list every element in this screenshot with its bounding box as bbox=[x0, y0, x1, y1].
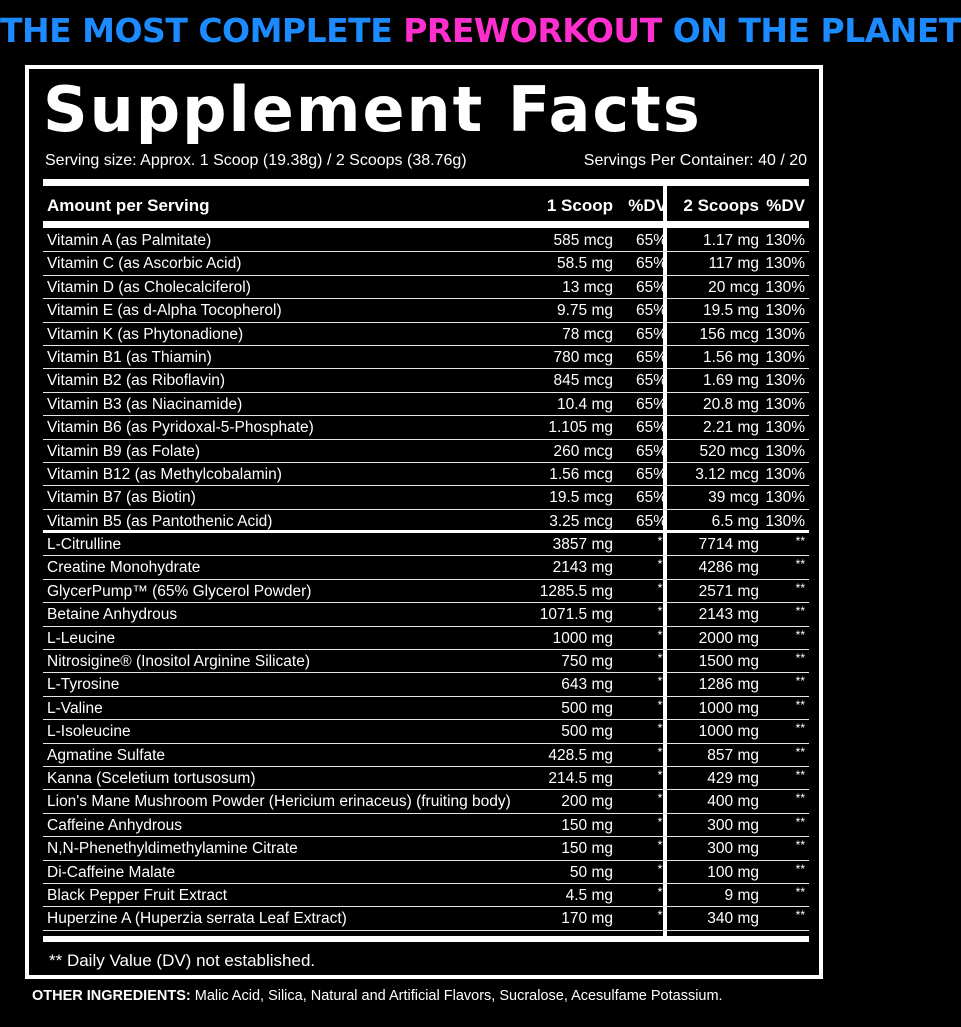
row-scoop1: 1.105 mg bbox=[548, 419, 613, 437]
row-scoop2: 300 mg bbox=[707, 840, 759, 858]
row-name: Vitamin B3 (as Niacinamide) bbox=[47, 395, 243, 413]
row-dv2: ** bbox=[795, 744, 805, 759]
row-scoop1: 585 mcg bbox=[553, 232, 613, 249]
row-name: Huperzine A (Huperzia serrata Leaf Extract) bbox=[47, 910, 347, 928]
ingredient-row bbox=[43, 907, 809, 930]
vitamin-row bbox=[43, 299, 809, 322]
row-scoop1: 78 mcg bbox=[562, 325, 613, 343]
row-scoop1: 780 mcg bbox=[553, 348, 613, 366]
row-scoop1: 1071.5 mg bbox=[539, 606, 613, 624]
row-dv2: ** bbox=[795, 534, 805, 549]
row-name: Vitamin D (as Cholecalciferol) bbox=[47, 278, 251, 296]
ingredient-row bbox=[43, 884, 809, 907]
row-dv2: 130% bbox=[765, 419, 805, 437]
supplement-facts-panel bbox=[25, 65, 823, 979]
ingredient-row bbox=[43, 603, 809, 626]
row-scoop2: 2143 mg bbox=[698, 606, 759, 624]
row-name: GlycerPump™ (65% Glycerol Powder) bbox=[47, 582, 312, 600]
ingredient-row bbox=[43, 673, 809, 696]
header-amount: Amount per Serving bbox=[47, 196, 210, 215]
row-dv1: 65% bbox=[635, 395, 667, 413]
row-name: L-Tyrosine bbox=[47, 676, 120, 694]
row-dv1: 65% bbox=[635, 325, 667, 343]
row-name: Black Pepper Fruit Extract bbox=[47, 886, 228, 904]
row-dv1: ** bbox=[657, 721, 667, 736]
row-name: Di-Caffeine Malate bbox=[47, 863, 176, 881]
row-dv1: ** bbox=[657, 908, 667, 923]
row-dv1: 65% bbox=[635, 232, 667, 249]
row-scoop1: 150 mg bbox=[561, 840, 613, 858]
ingredient-row bbox=[43, 650, 809, 673]
row-dv1: ** bbox=[657, 627, 667, 642]
row-scoop2: 340 mg bbox=[707, 910, 759, 928]
row-dv2: ** bbox=[795, 721, 805, 736]
row-dv1: 65% bbox=[635, 278, 667, 296]
row-scoop2: 117 mg bbox=[708, 255, 759, 273]
row-dv1: ** bbox=[657, 557, 667, 572]
row-name: Lion's Mane Mushroom Powder (Hericium erinaceus) (fruiting body) bbox=[47, 793, 511, 811]
row-dv1: ** bbox=[657, 884, 667, 899]
row-name: L-Leucine bbox=[47, 629, 116, 647]
row-name: Vitamin K (as Phytonadione) bbox=[47, 325, 244, 343]
row-name: Agmatine Sulfate bbox=[47, 746, 166, 764]
row-dv1: 65% bbox=[635, 255, 667, 273]
row-dv2: ** bbox=[795, 908, 805, 923]
ingredient-row bbox=[43, 627, 809, 650]
row-dv1: 65% bbox=[635, 442, 667, 460]
row-dv1: ** bbox=[657, 580, 667, 595]
row-scoop1: 10.4 mg bbox=[556, 395, 613, 413]
header-dv2: %DV bbox=[766, 196, 805, 215]
row-dv2: 130% bbox=[765, 325, 805, 343]
row-dv2: 130% bbox=[765, 442, 805, 460]
row-name: Caffeine Anhydrous bbox=[47, 816, 183, 834]
row-scoop2: 1286 mg bbox=[698, 676, 759, 694]
row-dv2: 130% bbox=[765, 302, 805, 320]
row-dv1: ** bbox=[657, 534, 667, 549]
vitamin-row bbox=[43, 369, 809, 392]
row-dv2: ** bbox=[795, 791, 805, 806]
row-scoop2: 20.8 mg bbox=[702, 395, 759, 413]
ingredient-row bbox=[43, 697, 809, 720]
row-scoop2: 400 mg bbox=[707, 793, 759, 811]
row-scoop2: 9 mg bbox=[724, 886, 759, 904]
header-scoop1: 1 Scoop bbox=[546, 196, 613, 215]
row-dv1: ** bbox=[657, 861, 667, 876]
row-scoop1: 58.5 mg bbox=[556, 255, 613, 273]
row-name: Vitamin B6 (as Pyridoxal-5-Phosphate) bbox=[47, 419, 314, 437]
row-scoop1: 4.5 mg bbox=[565, 886, 613, 904]
headline-part-1: THE MOST COMPLETE bbox=[0, 11, 393, 50]
ingredient-row bbox=[43, 533, 809, 556]
row-scoop2: 1.56 mg bbox=[702, 348, 759, 366]
row-dv2: ** bbox=[795, 674, 805, 689]
row-dv2: ** bbox=[795, 627, 805, 642]
row-scoop1: 50 mg bbox=[569, 863, 613, 881]
row-dv1: 65% bbox=[635, 489, 667, 507]
row-dv1: ** bbox=[657, 814, 667, 829]
vitamin-row bbox=[43, 416, 809, 439]
ingredient-row bbox=[43, 767, 809, 790]
row-scoop1: 9.75 mg bbox=[556, 302, 613, 320]
row-scoop2: 19.5 mg bbox=[702, 302, 759, 320]
row-dv1: ** bbox=[657, 744, 667, 759]
other-ingredients bbox=[32, 985, 723, 1007]
ingredient-row bbox=[43, 837, 809, 860]
row-scoop2: 857 mg bbox=[707, 746, 759, 764]
row-name: Kanna (Sceletium tortusosum) bbox=[47, 769, 256, 787]
row-scoop1: 200 mg bbox=[561, 793, 613, 811]
row-dv1: ** bbox=[657, 791, 667, 806]
header-scoop2: 2 Scoops bbox=[683, 196, 759, 215]
row-scoop2: 20 mcg bbox=[708, 278, 759, 296]
row-dv2: ** bbox=[795, 697, 805, 712]
row-name: Vitamin B1 (as Thiamin) bbox=[47, 348, 212, 366]
ingredient-row bbox=[43, 861, 809, 884]
row-dv2: 130% bbox=[765, 512, 805, 530]
row-name: Nitrosigine® (Inositol Arginine Silicate) bbox=[47, 653, 310, 671]
row-dv1: 65% bbox=[635, 348, 667, 366]
row-scoop2: 2.21 mg bbox=[702, 419, 759, 437]
row-scoop1: 2143 mg bbox=[552, 559, 613, 577]
row-dv1: ** bbox=[657, 604, 667, 619]
row-dv2: 130% bbox=[765, 255, 805, 273]
row-scoop2: 39 mcg bbox=[708, 489, 759, 507]
row-scoop1: 260 mcg bbox=[553, 442, 613, 460]
row-scoop2: 1000 mg bbox=[698, 723, 759, 741]
vitamin-row bbox=[43, 229, 809, 252]
vitamin-row bbox=[43, 393, 809, 416]
row-name: N,N-Phenethyldimethylamine Citrate bbox=[47, 840, 298, 858]
row-dv1: 65% bbox=[635, 372, 667, 390]
row-name: L-Isoleucine bbox=[47, 723, 131, 741]
bottom-thick-rule bbox=[43, 936, 809, 942]
vitamin-row bbox=[43, 346, 809, 369]
row-dv2: ** bbox=[795, 884, 805, 899]
vitamin-row bbox=[43, 440, 809, 463]
row-dv1: ** bbox=[657, 674, 667, 689]
vitamin-row bbox=[43, 252, 809, 275]
vitamin-row bbox=[43, 486, 809, 509]
row-dv1: 65% bbox=[635, 302, 667, 320]
row-dv2: 130% bbox=[765, 348, 805, 366]
row-name: Vitamin C (as Ascorbic Acid) bbox=[47, 255, 242, 273]
row-dv2: 130% bbox=[765, 465, 805, 483]
row-scoop1: 150 mg bbox=[561, 816, 613, 834]
row-scoop2: 1.17 mg bbox=[702, 232, 759, 249]
row-name: Vitamin B2 (as Riboflavin) bbox=[47, 372, 226, 390]
row-dv2: ** bbox=[795, 651, 805, 666]
row-dv2: ** bbox=[795, 767, 805, 782]
row-name: Vitamin A (as Palmitate) bbox=[47, 232, 212, 249]
ingredient-row bbox=[43, 814, 809, 837]
row-scoop2: 7714 mg bbox=[698, 536, 759, 554]
row-name: L-Valine bbox=[47, 699, 103, 717]
row-scoop1: 1000 mg bbox=[552, 629, 613, 647]
row-scoop2: 156 mcg bbox=[699, 325, 759, 343]
row-scoop1: 643 mg bbox=[561, 676, 613, 694]
row-scoop2: 1500 mg bbox=[698, 653, 759, 671]
row-name: Vitamin E (as d-Alpha Tocopherol) bbox=[47, 302, 282, 320]
top-thick-rule bbox=[43, 179, 809, 186]
header-thick-rule bbox=[43, 221, 809, 228]
row-dv2: ** bbox=[795, 557, 805, 572]
row-dv1: 65% bbox=[635, 419, 667, 437]
row-name: Vitamin B9 (as Folate) bbox=[47, 442, 201, 460]
row-scoop1: 428.5 mg bbox=[548, 746, 613, 764]
row-scoop2: 100 mg bbox=[707, 863, 759, 881]
row-dv1: ** bbox=[657, 838, 667, 853]
row-scoop1: 3.25 mcg bbox=[549, 512, 613, 530]
header-dv1: %DV bbox=[628, 196, 667, 215]
row-dv2: 130% bbox=[765, 372, 805, 390]
row-scoop1: 1.56 mcg bbox=[549, 465, 613, 483]
row-dv2: ** bbox=[795, 580, 805, 595]
row-dv2: 130% bbox=[765, 232, 805, 249]
row-scoop1: 19.5 mcg bbox=[549, 489, 613, 507]
vitamin-row bbox=[43, 276, 809, 299]
ingredient-row bbox=[43, 790, 809, 813]
vitamin-row bbox=[43, 510, 809, 533]
row-scoop2: 2571 mg bbox=[698, 582, 759, 600]
servings-per-container: Servings Per Container: 40 / 20 bbox=[583, 152, 807, 169]
vitamin-row bbox=[43, 323, 809, 346]
row-scoop1: 1285.5 mg bbox=[539, 582, 613, 600]
row-scoop2: 6.5 mg bbox=[711, 512, 759, 530]
row-scoop1: 500 mg bbox=[561, 699, 613, 717]
row-name: Vitamin B12 (as Methylcobalamin) bbox=[47, 465, 282, 483]
row-scoop2: 300 mg bbox=[707, 816, 759, 834]
row-dv2: ** bbox=[795, 604, 805, 619]
row-name: Betaine Anhydrous bbox=[47, 606, 178, 624]
other-ingredients-label: OTHER INGREDIENTS: bbox=[32, 988, 191, 1004]
headline bbox=[0, 2, 961, 60]
row-dv1: 65% bbox=[635, 465, 667, 483]
row-scoop2: 520 mcg bbox=[699, 442, 759, 460]
ingredient-row bbox=[43, 720, 809, 743]
row-dv1: ** bbox=[657, 767, 667, 782]
row-scoop2: 1.69 mg bbox=[702, 372, 759, 390]
row-scoop1: 845 mcg bbox=[553, 372, 613, 390]
row-scoop2: 429 mg bbox=[707, 769, 759, 787]
row-scoop1: 3857 mg bbox=[552, 536, 613, 554]
row-scoop1: 750 mg bbox=[561, 653, 613, 671]
row-scoop1: 13 mcg bbox=[562, 278, 613, 296]
row-dv1: ** bbox=[657, 697, 667, 712]
row-scoop1: 214.5 mg bbox=[548, 769, 613, 787]
row-scoop1: 500 mg bbox=[561, 723, 613, 741]
row-dv2: ** bbox=[795, 814, 805, 829]
ingredient-row bbox=[43, 744, 809, 767]
row-name: Vitamin B5 (as Pantothenic Acid) bbox=[47, 512, 273, 530]
row-name: Creatine Monohydrate bbox=[47, 559, 201, 577]
row-dv1: ** bbox=[657, 651, 667, 666]
row-scoop2: 3.12 mcg bbox=[695, 465, 759, 483]
row-dv2: 130% bbox=[765, 395, 805, 413]
row-name: L-Citrulline bbox=[47, 536, 122, 554]
row-scoop2: 1000 mg bbox=[698, 699, 759, 717]
panel-title: Supplement Facts bbox=[43, 73, 702, 146]
headline-part-2: PREWORKOUT bbox=[403, 11, 662, 50]
serving-info bbox=[45, 149, 807, 173]
row-scoop1: 170 mg bbox=[561, 910, 613, 928]
ingredient-row bbox=[43, 580, 809, 603]
row-scoop2: 2000 mg bbox=[698, 629, 759, 647]
row-dv2: ** bbox=[795, 838, 805, 853]
nutrient-table bbox=[43, 229, 809, 931]
vitamin-row bbox=[43, 463, 809, 486]
row-dv2: ** bbox=[795, 861, 805, 876]
other-ingredients-text: Malic Acid, Silica, Natural and Artificial Flavors, Sucralose, Acesulfame Potassium. bbox=[194, 988, 723, 1004]
table-header bbox=[43, 191, 809, 221]
serving-size: Serving size: Approx. 1 Scoop (19.38g) / 2 Scoops (38.76g) bbox=[45, 152, 467, 169]
dv-footnote: ** Daily Value (DV) not established. bbox=[49, 951, 316, 970]
row-dv2: 130% bbox=[765, 278, 805, 296]
row-dv1: 65% bbox=[635, 512, 667, 530]
ingredient-row bbox=[43, 556, 809, 579]
row-name: Vitamin B7 (as Biotin) bbox=[47, 489, 196, 507]
row-scoop2: 4286 mg bbox=[698, 559, 759, 577]
row-dv2: 130% bbox=[765, 489, 805, 507]
headline-part-3: ON THE PLANET bbox=[672, 11, 961, 50]
